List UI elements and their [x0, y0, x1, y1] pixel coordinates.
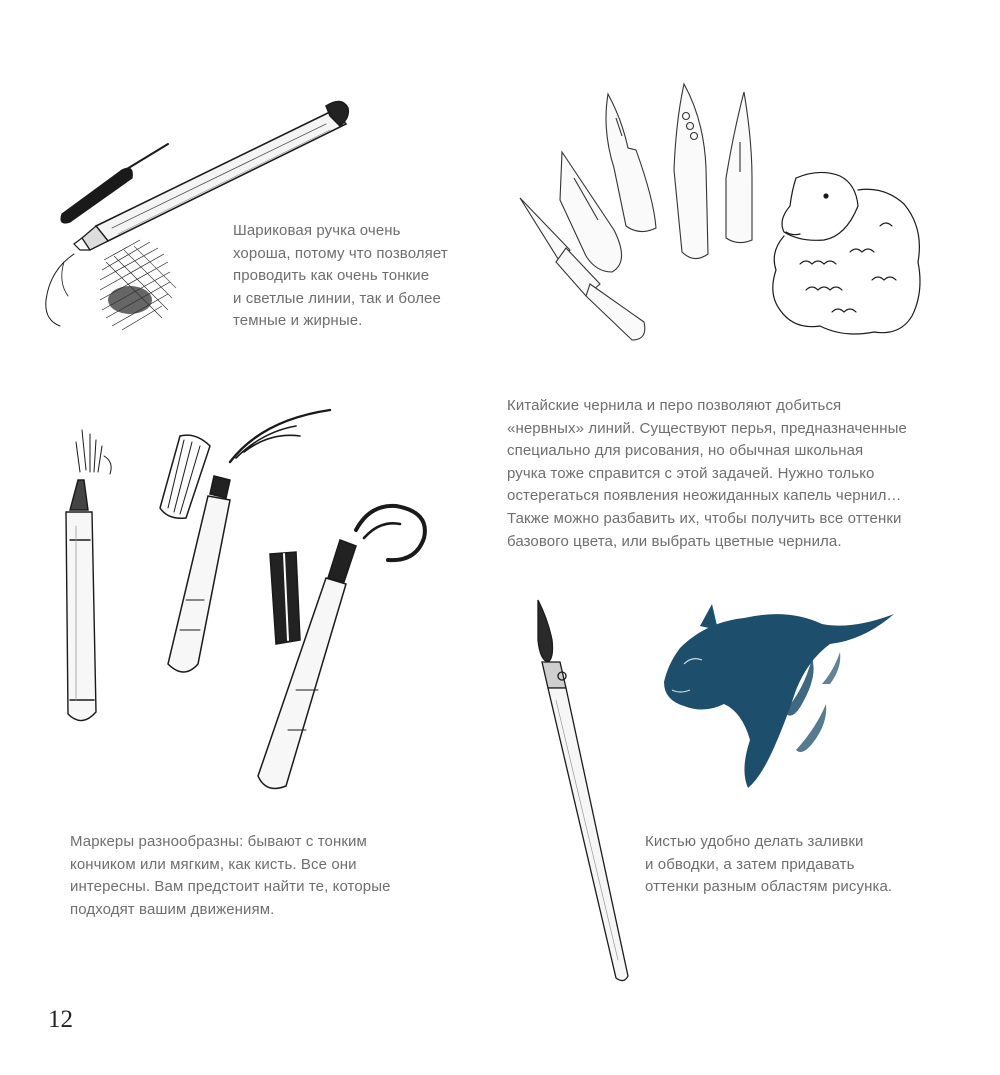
caption-line: проводить как очень тонкие: [233, 267, 430, 285]
caption-line: кончиком или мягким, как кисть. Все они: [70, 855, 357, 873]
brush-icon: [538, 600, 628, 981]
caption-line: «нервных» линий. Существуют перья, предназначенные: [507, 419, 907, 437]
caption-line: оттенки разным областям рисунка.: [645, 878, 893, 896]
caption-line: хороша, потому что позволяет: [233, 244, 448, 262]
caption-line: и светлые линии, так и более: [233, 289, 441, 307]
caption-line: Маркеры разнообразны: бывают с тонким: [70, 833, 367, 850]
caption-line: остерегаться появления неожиданных капель чернил…: [507, 487, 902, 505]
ink-caption: [507, 395, 907, 553]
caption-line: интересны. Вам предстоит найти те, которые: [70, 878, 391, 896]
panther-icon: [664, 604, 894, 788]
caption-line: Кистью удобно делать заливки: [645, 833, 864, 850]
caption-line: темные и жирные.: [233, 312, 363, 330]
caption-line: Шариковая ручка очень: [233, 222, 401, 239]
caption-line: специально для рисования, но обычная школьная: [507, 442, 864, 460]
caption-line: базового цвета, или выбрать цветные чернила.: [507, 532, 842, 550]
caption-line: ручка тоже справится с этой задачей. Нужно только: [507, 464, 875, 482]
caption-line: подходят вашим движениям.: [70, 900, 275, 918]
brush-caption: [645, 831, 892, 899]
markers-caption: [70, 831, 391, 921]
page-number: 12: [48, 1006, 73, 1033]
caption-line: Также можно разбавить их, чтобы получить все оттенки: [507, 509, 902, 527]
caption-line: и обводки, а затем придавать: [645, 855, 855, 873]
caption-line: Китайские чернила и перо позволяют добиться: [507, 397, 842, 414]
ballpoint-caption: [233, 220, 448, 333]
